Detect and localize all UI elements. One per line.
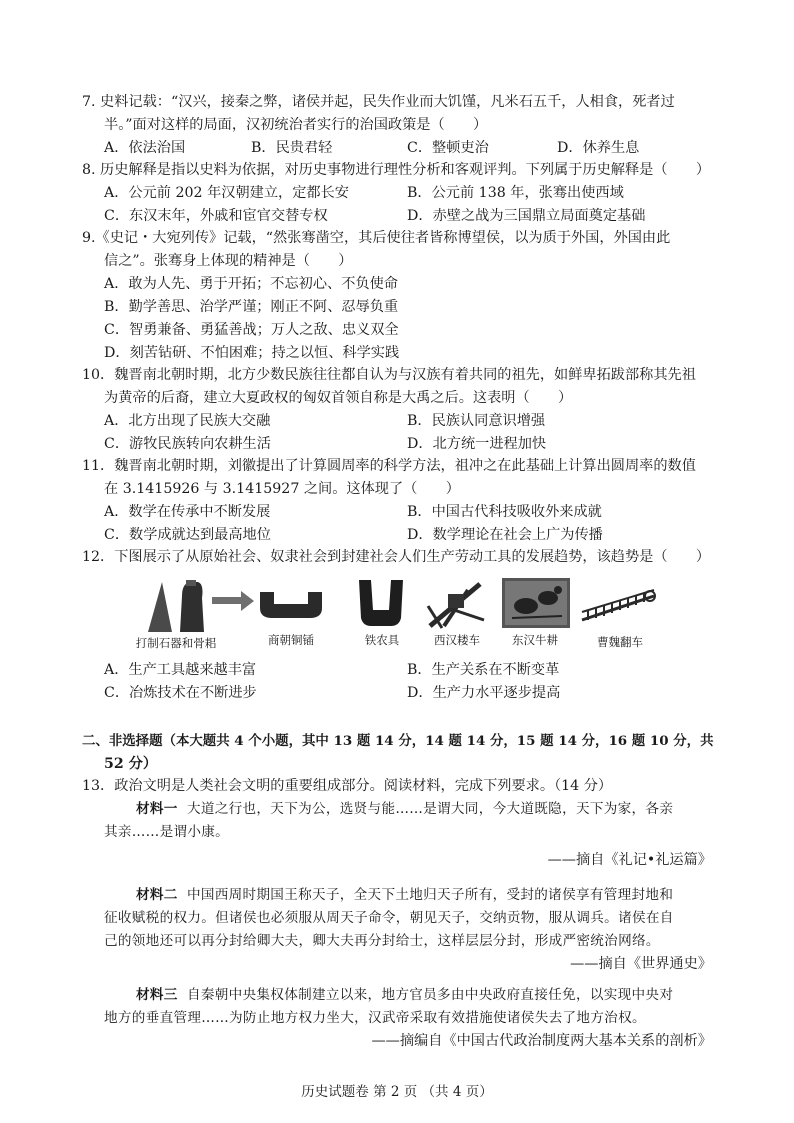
caption-water-wheel: 曹魏翻车 (597, 635, 643, 649)
q12-stem-line1: 12．下图展示了从原始社会、奴隶社会到封建社会人们生产劳动工具的发展趋势，该趋势是（ ） (82, 549, 711, 565)
q12-option-d: D．生产力水平逐步提高 (407, 685, 561, 701)
q12-option-c: C．冶炼技术在不断进步 (104, 685, 257, 701)
arrow-shaft (212, 597, 242, 604)
material-3-source: ——摘编自《中国古代政治制度两大基本关系的剖析》 (371, 1033, 712, 1049)
caption-stone-tools: 打制石器和骨耜 (135, 636, 217, 650)
q9-stem-line2: 信之”。张骞身上体现的精神是（ ） (104, 253, 353, 269)
q8-stem-line1: 8. 历史解释是指以史料为依据，对历史事物进行理性分析和客观评判。下列属于历史解释是（ ） (82, 162, 711, 178)
section2-heading-line2: 52 分） (104, 756, 158, 772)
page-footer: 历史试题卷 第 2 页 （共 4 页） (301, 1084, 493, 1100)
q10-stem-line2: 为黄帝的后裔，建立大夏政权的匈奴首领自称是大禹之后。这表明（ ） (104, 390, 573, 406)
q13-stem: 13．政治文明是人类社会文明的重要组成部分。阅读材料，完成下列要求。（14 分） (82, 778, 613, 794)
q10-option-a: A．北方出现了民族大交融 (104, 413, 271, 429)
q7-stem-line1: 7. 史料记载：“汉兴，接秦之弊，诸侯并起，民失作业而大饥馑，凡米石五千，人相食，死者过 (82, 94, 675, 110)
material-1-text1: 大道之行也，天下为公，选贤与能……是谓大同，今大道既隐，天下为家，各亲 (186, 801, 674, 817)
q7-stem-line2: 半。”面对这样的局面，汉初统治者实行的治国政策是（ ） (104, 117, 488, 133)
caption-seed-drill: 西汉耧车 (434, 633, 480, 647)
q9-stem-line1: 9.《史记・大宛列传》记载，“然张骞凿空，其后使往者皆称博望侯，以为质于外国，外国由此 (82, 230, 671, 246)
q11-option-c: C．数学成就达到最高地位 (104, 527, 271, 543)
material-3-label: 材料三 (136, 987, 178, 1003)
caption-bronze-spade: 商朝铜锸 (268, 633, 314, 647)
material-2-source: ——摘自《世界通史》 (570, 956, 712, 972)
material-2-line2: 征收赋税的权力。但诸侯也必须服从周天子命令，朝见天子，交纳贡物，服从调兵。诸侯在自 (104, 910, 674, 926)
q12-option-a: A．生产工具越来越丰富 (104, 662, 257, 678)
material-2-line3: 己的领地还可以再分封给卿大夫，卿大夫再分封给士，这样层层分封，形成严密统治网络。 (104, 933, 660, 949)
material-3-line1 (136, 985, 673, 1005)
q10-stem-line1: 10．魏晋南北朝时期，北方少数民族往往都自认为与汉族有着共同的祖先，如鲜卑拓跋部称其先祖 (82, 367, 696, 383)
seed-drill-icon (424, 576, 488, 630)
q7-option-d: D．休养生息 (557, 140, 640, 156)
q7-option-b: B．民贵君轻 (251, 140, 333, 156)
q10-option-d: D．北方统一进程加快 (407, 436, 547, 452)
q11-option-a: A．数学在传承中不断发展 (104, 504, 271, 520)
water-wheel-icon (580, 588, 658, 624)
material-1-line1 (136, 799, 673, 819)
q7-option-a: A．依法治国 (104, 140, 186, 156)
arrow-head-icon (241, 591, 254, 611)
material-1-label: 材料一 (136, 801, 178, 817)
ox-plow-relief-icon (502, 578, 570, 628)
q8-option-c: C．东汉末年，外戚和宦官交替专权 (104, 208, 328, 224)
material-2-text1: 中国西周时期国王称天子，全天下土地归天子所有，受封的诸侯享有管理封地和 (186, 887, 674, 903)
bronze-spade-icon (258, 590, 324, 620)
caption-ox-plow: 东汉牛耕 (512, 633, 558, 647)
q12-option-b: B．生产关系在不断变革 (407, 662, 560, 678)
material-2-line1 (136, 885, 673, 905)
material-3-text1: 自秦朝中央集权体制建立以来，地方官员多由中央政府直接任免，以实现中央对 (186, 987, 674, 1003)
q10-option-b: B．民族认同意识增强 (407, 413, 546, 429)
material-1-line2: 其亲……是谓小康。 (104, 824, 230, 840)
stone-tool-icon (142, 578, 210, 634)
q9-option-d: D．刻苦钻研、不怕困难；持之以恒、科学实践 (104, 345, 400, 361)
q9-option-b: B．勤学善思、治学严谨；刚正不阿、忍辱负重 (104, 299, 399, 315)
q9-option-c: C．智勇兼备、勇猛善战；万人之敌、忠义双全 (104, 322, 399, 338)
q8-option-d: D．赤壁之战为三国鼎立局面奠定基础 (407, 208, 646, 224)
q10-option-c: C．游牧民族转向农耕生活 (104, 436, 271, 452)
q11-stem-line2: 在 3.1415926 与 3.1415927 之间。这体现了（ ） (104, 481, 460, 497)
section2-heading-line1: 二、非选择题（本大题共 4 个小题，其中 13 题 14 分，14 题 14 分，15 题 14 分，16 题 10 分，共 (82, 733, 714, 749)
q11-option-d: D．数学理论在社会上广为传播 (407, 527, 603, 543)
material-2-label: 材料二 (136, 887, 178, 903)
q9-option-a: A．敢为人先、勇于开拓；不忘初心、不负使命 (104, 276, 398, 292)
q11-option-b: B．中国古代科技吸收外来成就 (407, 504, 602, 520)
material-1-source: ——摘自《礼记•礼运篇》 (547, 852, 712, 868)
q8-option-b: B．公元前 138 年，张骞出使西域 (407, 185, 624, 201)
caption-iron-tools: 铁农具 (364, 633, 400, 647)
q7-option-c: C．整顿吏治 (407, 140, 489, 156)
iron-tool-icon (355, 578, 407, 628)
q11-stem-line1: 11．魏晋南北朝时期，刘徽提出了计算圆周率的科学方法，祖冲之在此基础上计算出圆周率的数值 (82, 458, 696, 474)
material-3-line2: 地方的垂直管理……为防止地方权力坐大，汉武帝采取有效措施使诸侯失去了地方治权。 (104, 1010, 646, 1026)
q8-option-a: A．公元前 202 年汉朝建立，定都长安 (104, 185, 349, 201)
